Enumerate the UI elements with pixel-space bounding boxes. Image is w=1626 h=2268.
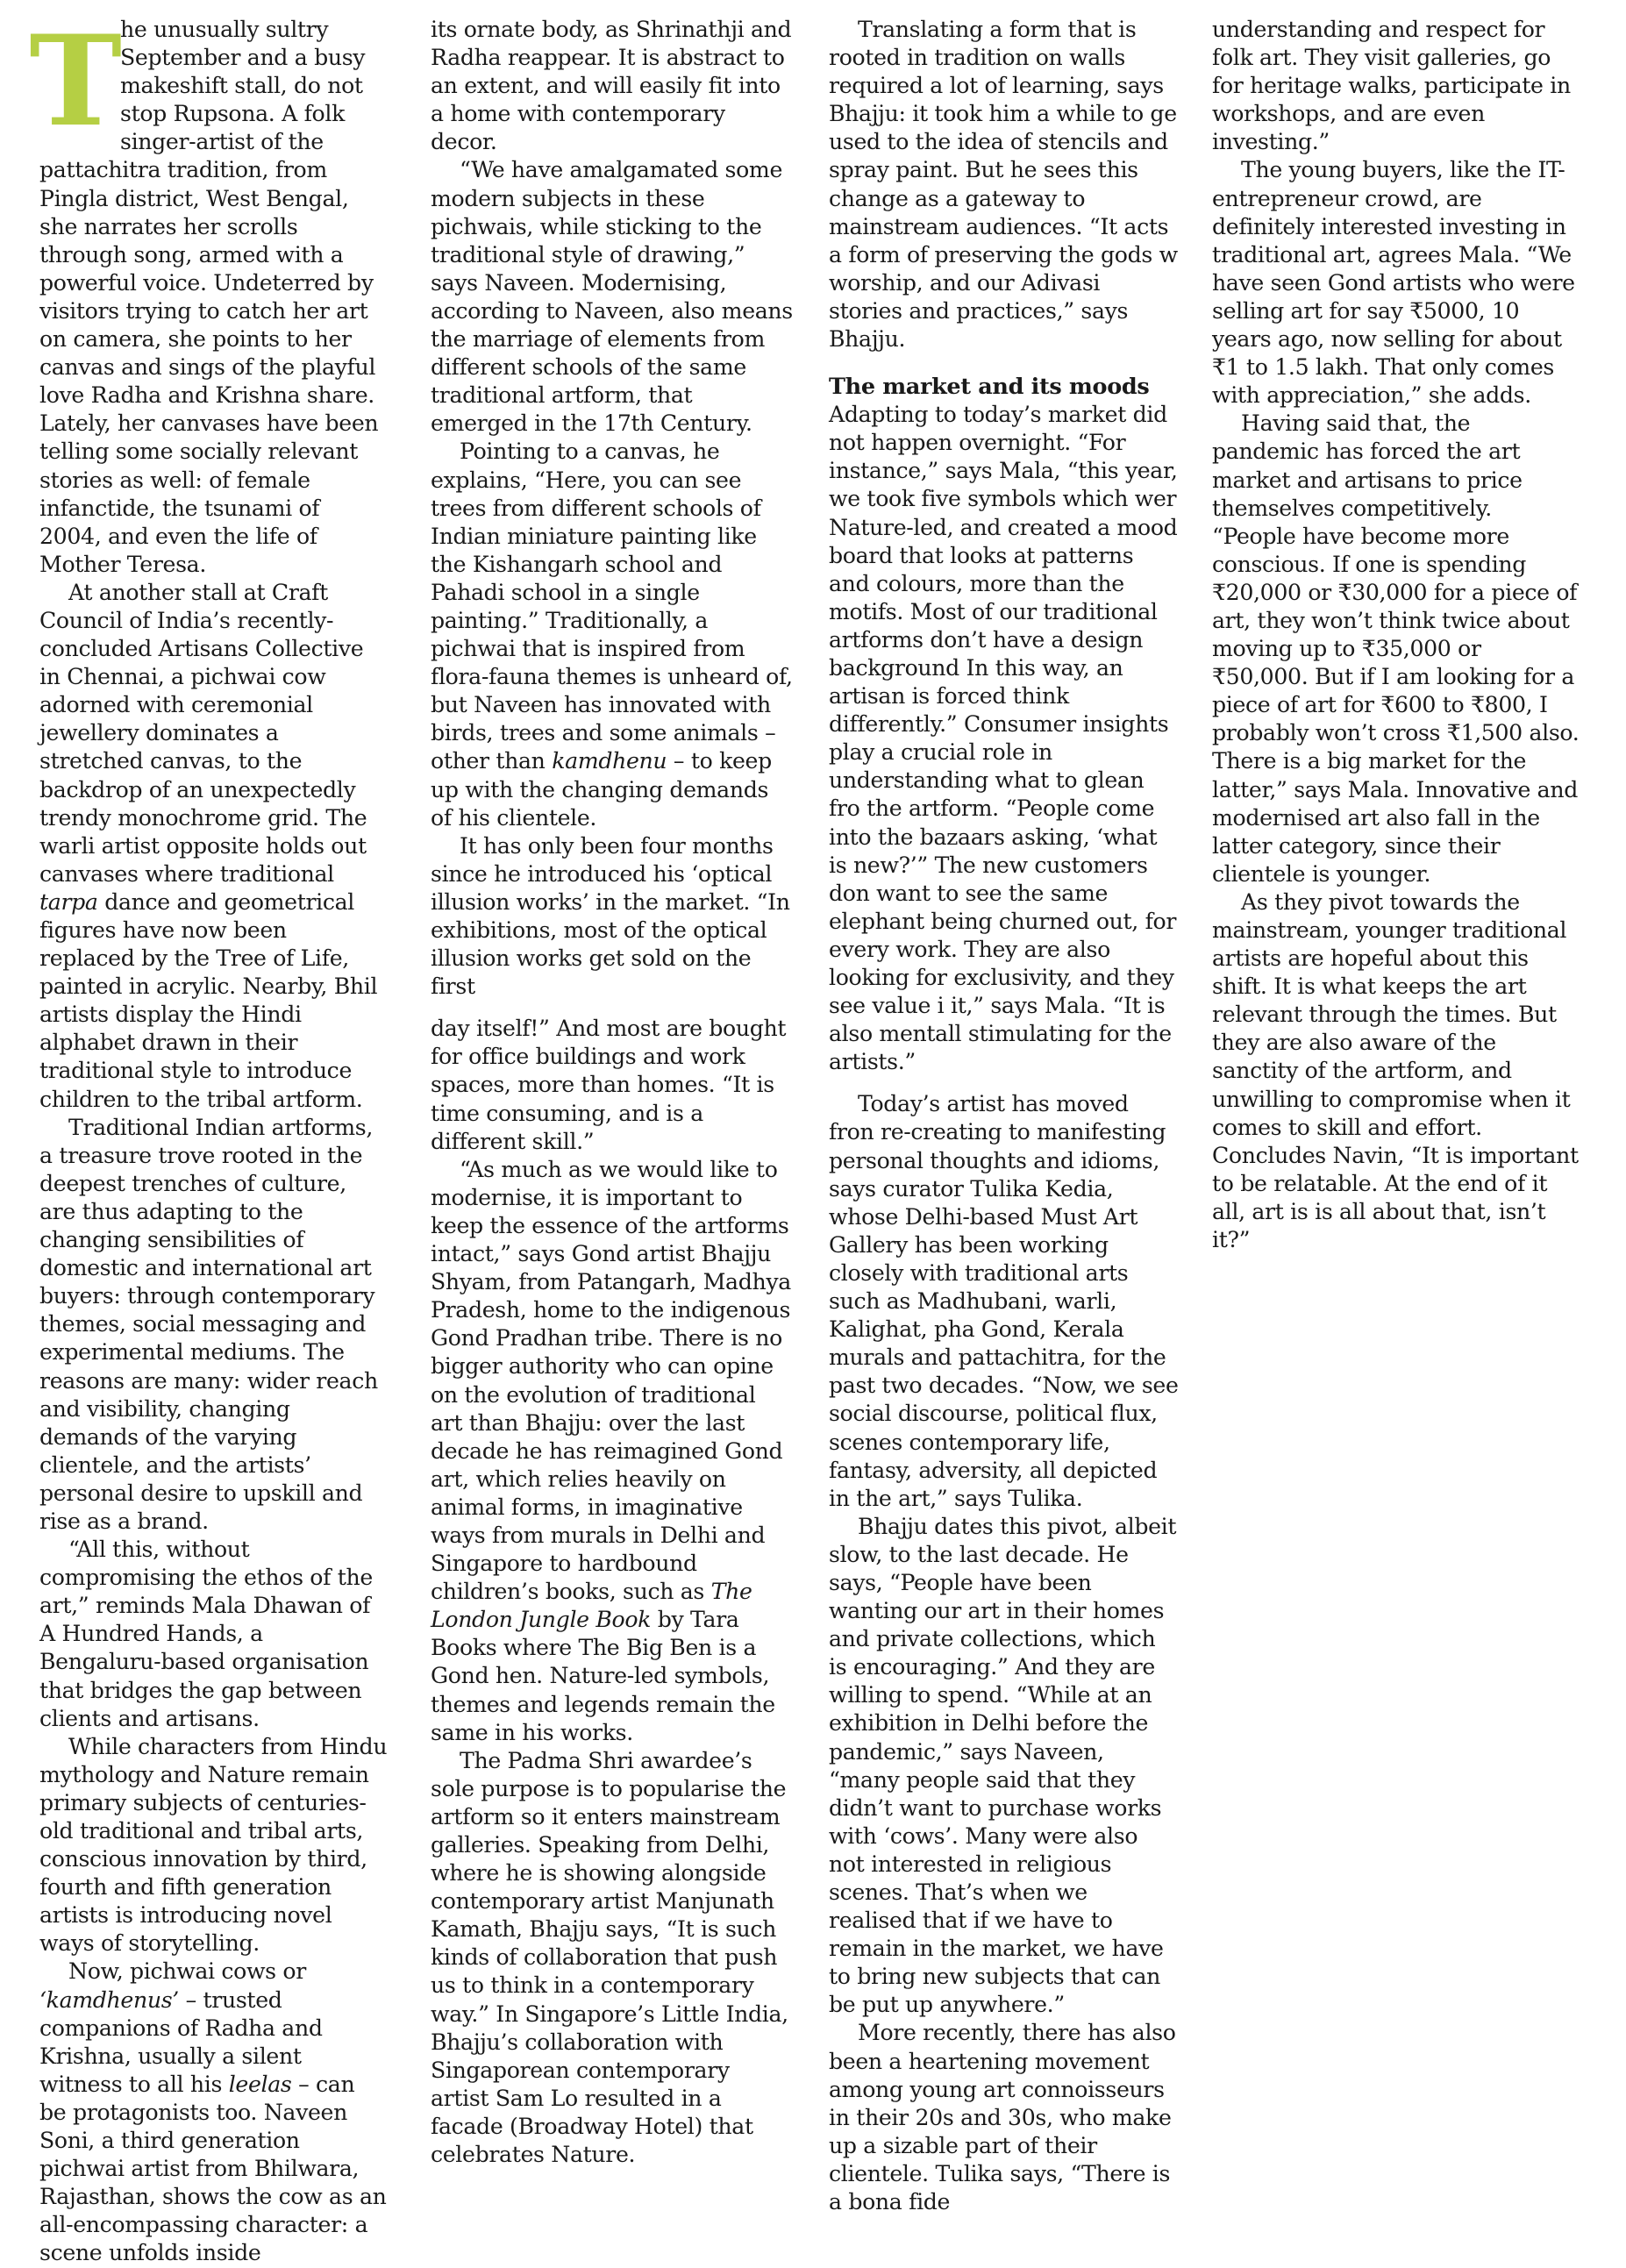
text-run: More recently, there has also been a heartening movement among young art connoisseurs in their 20s and 30s, who make up a sizable part of their clientele. Tulika says, “There is a bona fide <box>829 2020 1176 2215</box>
body-paragraph <box>39 579 388 1114</box>
section-subheading: The market and its moods <box>829 374 1150 401</box>
body-paragraph <box>431 16 794 156</box>
body-paragraph <box>829 1090 1180 1512</box>
body-paragraph <box>39 1958 388 2267</box>
drop-cap-glyph: T <box>29 9 122 154</box>
body-paragraph <box>829 401 1180 1076</box>
text-run: understanding and respect for folk art. They visit galleries, go for heritage walks, participate in workshops, and are even investing.” <box>1212 17 1571 155</box>
text-run: Traditional Indian artforms, a treasure trove rooted in the deepest trenches of culture, are thus adapting to the changing sensibilities of domestic and international art buyers: through contemporary themes, social messaging and experimental mediums. The reasons are many: wider reach and visibility, changing demands of the varying clientele, and the artists’ personal desire to upskill and rise as a brand. <box>39 1114 378 1534</box>
body-paragraph <box>829 16 1180 353</box>
body-paragraph <box>431 438 794 831</box>
drop-cap-letter <box>29 9 122 154</box>
text-run: its ornate body, as Shrinathji and Radha reappear. It is abstract to an extent, and will easily fit into a home with contemporary decor. <box>431 17 792 155</box>
text-run: “As much as we would like to modernise, it is important to keep the essence of the artforms intact,” says Gond artist Bhajju Shyam, from Patangarh, Madhya Pradesh, home to the indigenous Gond Pradhan tribe. There is no bigger authority who can opine on the evolution of traditional art than Bhajju: over the last decade he has reimagined Gond art, which relies heavily on animal forms, in imaginative ways from murals in Delhi and Singapore to hardbound children’s books, such as <box>431 1156 791 1605</box>
text-run: While characters from Hindu mythology and Nature remain primary subjects of centuries-old traditional and tribal arts, conscious innovation by third, fourth and fifth generation artists is introducing novel ways of storytelling. <box>39 1733 388 1957</box>
body-paragraph <box>1212 888 1580 1254</box>
text-run: – trusted companions of Radha and Krishna, usually a silent witness to all his <box>39 1986 323 2097</box>
lead-paragraph <box>29 9 388 579</box>
body-paragraph <box>829 1513 1180 2020</box>
text-run: It has only been four months since he introduced his ‘optical illusion works’ in the market. “In exhibitions, most of the optical illusion works get sold on the first <box>431 832 790 1000</box>
body-paragraph <box>829 2019 1180 2216</box>
article-column-1 <box>29 9 388 2266</box>
text-run: Today’s artist has moved fron re-creating to manifesting personal thoughts and idioms, says curator Tulika Kedia, whose Delhi-based Must Art Gallery has been working closely with traditional arts such as Madhubani, warli, Kalighat, pha Gond, Kerala murals and pattachitra, for the past two decades. “Now, we see social discourse, political flux, scenes contemporary life, fantasy, adversity, all depicted in the art,” says Tulika. <box>829 1091 1179 1511</box>
text-run: The Padma Shri awardee’s sole purpose is to popularise the artform so it enters mainstream galleries. Speaking from Delhi, where he is showing alongside contemporary artist Manjunath Kamath, Bhajju says, “It is such kinds of collaboration that push us to think in a contemporary way.” In Singapore’s Little India, Bhajju’s collaboration with Singaporean contemporary artist Sam Lo resulted in a facade (Broadway Hotel) that celebrates Nature. <box>431 1747 788 2168</box>
italic-text-run: The London Jungle Book <box>431 1579 752 1633</box>
italic-text-run: kamdhenu <box>552 748 667 774</box>
lead-paragraph-text: he unusually sultry September and a busy makeshift stall, do not stop Rupsona. A folk singer-artist of the pattachitra tradition, from Pingla district, West Bengal, she narrates her scrolls through song, armed with a powerful voice. Undeterred by visitors trying to catch her art on camera, she points to her canvas and sings of the playful love Radha and Krishna share. Lately, her canvases have been telling some socially relevant stories as well: of female infanctide, the tsunami of 2004, and even the life of Mother Teresa. <box>39 17 379 577</box>
text-run: dance and geometrical figures have now been replaced by the Tree of Life, painted in acrylic. Nearby, Bhil artists display the Hindi alphabet drawn in their traditional style to introduce children to the tribal artform. <box>39 888 378 1112</box>
body-paragraph <box>1212 156 1580 410</box>
text-run: At another stall at Craft Council of India’s recently-concluded Artisans Collective in Chennai, a pichwai cow adorned with ceremonial jewellery dominates a stretched canvas, to the backdrop of an unexpectedly trendy monochrome grid. The warli artist opposite holds out canvases where traditional <box>39 579 367 887</box>
italic-text-run: tarpa <box>39 888 98 915</box>
body-paragraph <box>431 156 794 438</box>
text-run: Pointing to a canvas, he explains, “Here, you can see trees from different schools of Indian miniature painting like the Kishangarh school and Pahadi school in a single painting.” Traditionally, a pichwai that is inspired from flora-fauna themes is unheard of, but Naveen has innovated with birds, trees and some animals – other than <box>431 439 793 774</box>
text-run: – to keep up with the changing demands of his clientele. <box>431 748 772 831</box>
body-paragraph <box>431 1015 794 1155</box>
text-run: day itself!” And most are bought for office buildings and work spaces, more than homes. “It is time consuming, and is a different skill.” <box>431 1016 787 1154</box>
text-run: Having said that, the pandemic has forced the art market and artisans to price themselves competitively. “People have become more conscious. If one is spending ₹20,000 or ₹30,000 for a piece of art, they won’t think twice about moving up to ₹35,000 or ₹50,000. But if I am looking for a piece of art for ₹600 to ₹800, I probably won’t cross ₹1,500 also. There is a big market for the latter,” says Mala. Innovative and modernised art also fall in the latter category, since their clientele is younger. <box>1212 410 1580 887</box>
text-run: “All this, without compromising the ethos of the art,” reminds Mala Dhawan of A Hundred Hands, a Bengaluru-based organisation that bridges the gap between clients and artisans. <box>39 1537 373 1731</box>
italic-text-run: ‘kamdhenus’ <box>39 1986 179 2013</box>
body-paragraph <box>39 1733 388 1958</box>
body-paragraph <box>1212 16 1580 156</box>
text-run: “We have amalgamated some modern subjects in these pichwais, while sticking to the traditional style of drawing,” says Naveen. Modernising, according to Naveen, also means the marriage of elements from different schools of the same traditional artform, that emerged in the 17th Century. <box>431 157 793 437</box>
body-paragraph <box>431 1747 794 2169</box>
body-paragraph <box>39 1536 388 1733</box>
text-run: Adapting to today’s market did not happen overnight. “For instance,” says Mala, “this year, we took five symbols which wer Nature-led, and created a mood board that looks at patterns and colours, more than the motifs. Most of our traditional artforms don’t have a design background In this way, an artisan is forced think differently.” Consumer insights play a crucial role in understanding what to glean fro the artform. “People come into the bazaars asking, ‘what is new?’” The new customers don want to see the same elephant being churned out, for every work. They are also looking for exclusivity, and they see value i it,” says Mala. “It is also mentall stimulating for the artists.” <box>829 402 1178 1075</box>
article-column-2 <box>431 16 794 2168</box>
article-column-4 <box>1212 16 1580 2103</box>
text-run: – can be protagonists too. Naveen Soni, a third generation pichwai artist from Bhilwara, Rajasthan, shows the cow as an all-encompassing character: a scene unfolds inside <box>39 2071 387 2266</box>
body-paragraph <box>431 1156 794 1747</box>
text-run: Bhajju dates this pivot, albeit slow, to the last decade. He says, “People have been wanting our art in their homes and private collections, which is encouraging.” And they are willing to spend. “While at an exhibition in Delhi before the pandemic,” says Naveen, “many people said that they didn’t want to purchase works with ‘cows’. Many were also not interested in religious scenes. That’s when we realised that if we have to remain in the market, we have to bring new subjects that can be put up anywhere.” <box>829 1513 1177 2018</box>
body-paragraph <box>39 1114 388 1536</box>
text-run: by Tara Books where The Big Ben is a Gond hen. Nature-led symbols, themes and legends remain the same in his works. <box>431 1607 775 1745</box>
article-column-3 <box>829 16 1180 2215</box>
text-run: Now, pichwai cows or <box>68 1958 306 1985</box>
text-run: Translating a form that is rooted in tradition on walls required a lot of learning, says Bhajju: it took him a while to ge used to the idea of stencils and spray paint. But he sees this change as a gateway to mainstream audiences. “It acts a form of preserving the gods w worship, and our Adivasi stories and practices,” says Bhajju. <box>829 17 1178 353</box>
italic-text-run: leelas <box>228 2071 292 2097</box>
body-paragraph <box>431 832 794 1002</box>
text-run: The young buyers, like the IT-entrepreneur crowd, are definitely interested investing in traditional art, agrees Mala. “We have seen Gond artists who were selling art for say ₹5000, 10 years ago, now selling for about ₹1 to 1.5 lakh. That only comes with appreciation,” she adds. <box>1212 157 1575 409</box>
body-paragraph <box>1212 410 1580 888</box>
text-run: As they pivot towards the mainstream, younger traditional artists are hopeful about this shift. It is what keeps the art relevant through the times. But they are also aware of the sanctity of the artform, and unwilling to compromise when it comes to skill and effort. Concludes Navin, “It is important to be relatable. At the end of it all, art is is all about that, isn’t it?” <box>1212 888 1579 1253</box>
